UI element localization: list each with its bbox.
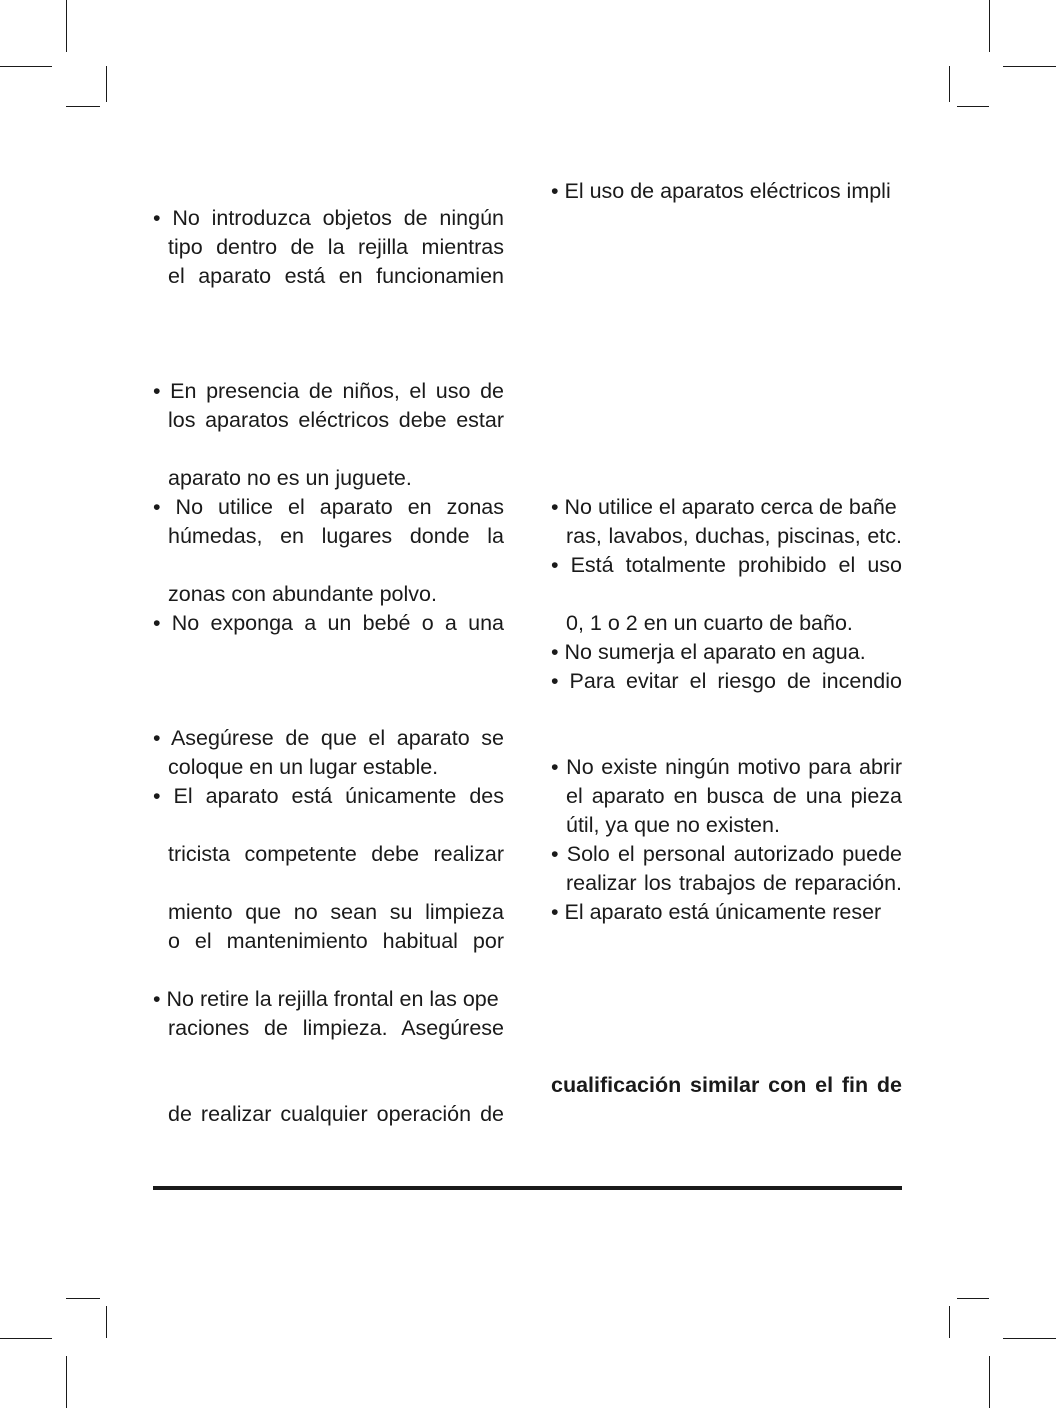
- bullet-line: • Para evitar el riesgo de incendio: [551, 669, 902, 693]
- bullet-line: • No exponga a un bebé o a una: [153, 611, 504, 635]
- bullet-line: • No introduzca objetos de ningún: [153, 206, 504, 230]
- text-line: tricista competente debe realizar: [168, 842, 504, 866]
- bullet-line: • No sumerja el aparato en agua.: [551, 640, 866, 664]
- text-line: útil, ya que no existen.: [566, 813, 780, 837]
- crop-mark: [957, 106, 989, 107]
- crop-mark: [1003, 66, 1056, 67]
- bullet-line: • No existe ningún motivo para abrir: [551, 755, 902, 779]
- text-line: los aparatos eléctricos debe estar: [168, 408, 504, 432]
- bullet-line: • En presencia de niños, el uso de: [153, 379, 504, 403]
- bullet-line: • Está totalmente prohibido el uso: [551, 553, 902, 577]
- crop-mark: [989, 0, 990, 52]
- crop-mark: [0, 66, 52, 67]
- crop-mark: [1003, 1338, 1056, 1339]
- bullet-line: • El aparato está únicamente des: [153, 784, 504, 808]
- text-line: tipo dentro de la rejilla mientras: [168, 235, 504, 259]
- bullet-line: • No utilice el aparato cerca de bañe: [551, 495, 897, 519]
- crop-mark: [949, 1306, 950, 1338]
- crop-mark: [66, 0, 67, 52]
- text-line: zonas con abundante polvo.: [168, 582, 437, 606]
- text-line: de realizar cualquier operación de: [168, 1102, 504, 1126]
- text-line: húmedas, en lugares donde la: [168, 524, 504, 548]
- bullet-line: • No utilice el aparato en zonas: [153, 495, 504, 519]
- crop-mark: [66, 1298, 100, 1299]
- crop-mark: [66, 106, 100, 107]
- text-line: realizar los trabajos de reparación.: [566, 871, 902, 895]
- crop-mark: [106, 1306, 107, 1338]
- text-line: el aparato en busca de una pieza: [566, 784, 902, 808]
- text-line: el aparato está en funcionamien: [168, 264, 504, 288]
- crop-mark: [949, 66, 950, 102]
- bullet-line: • No retire la rejilla frontal en las ope: [153, 987, 499, 1011]
- text-line: 0, 1 o 2 en un cuarto de baño.: [566, 611, 853, 635]
- text-line: miento que no sean su limpieza: [168, 900, 504, 924]
- text-line: coloque en un lugar estable.: [168, 755, 439, 779]
- crop-mark: [0, 1338, 52, 1339]
- bullet-line: • El uso de aparatos eléctricos impli: [551, 179, 891, 203]
- bullet-line: • El aparato está únicamente reser: [551, 900, 882, 924]
- bullet-line: • Asegúrese de que el aparato se: [153, 726, 504, 750]
- crop-mark: [989, 1356, 990, 1408]
- crop-mark: [66, 1356, 67, 1408]
- text-line: ras, lavabos, duchas, piscinas, etc.: [566, 524, 902, 548]
- bold-text-line: cualificación similar con el fin de: [551, 1073, 902, 1097]
- crop-mark: [106, 66, 107, 102]
- crop-mark: [957, 1298, 989, 1299]
- text-line: o el mantenimiento habitual por: [168, 929, 504, 953]
- bullet-line: • Solo el personal autorizado puede: [551, 842, 902, 866]
- text-line: raciones de limpieza. Asegúrese: [168, 1016, 504, 1040]
- footer-rule: [153, 1186, 902, 1190]
- text-line: aparato no es un juguete.: [168, 466, 412, 490]
